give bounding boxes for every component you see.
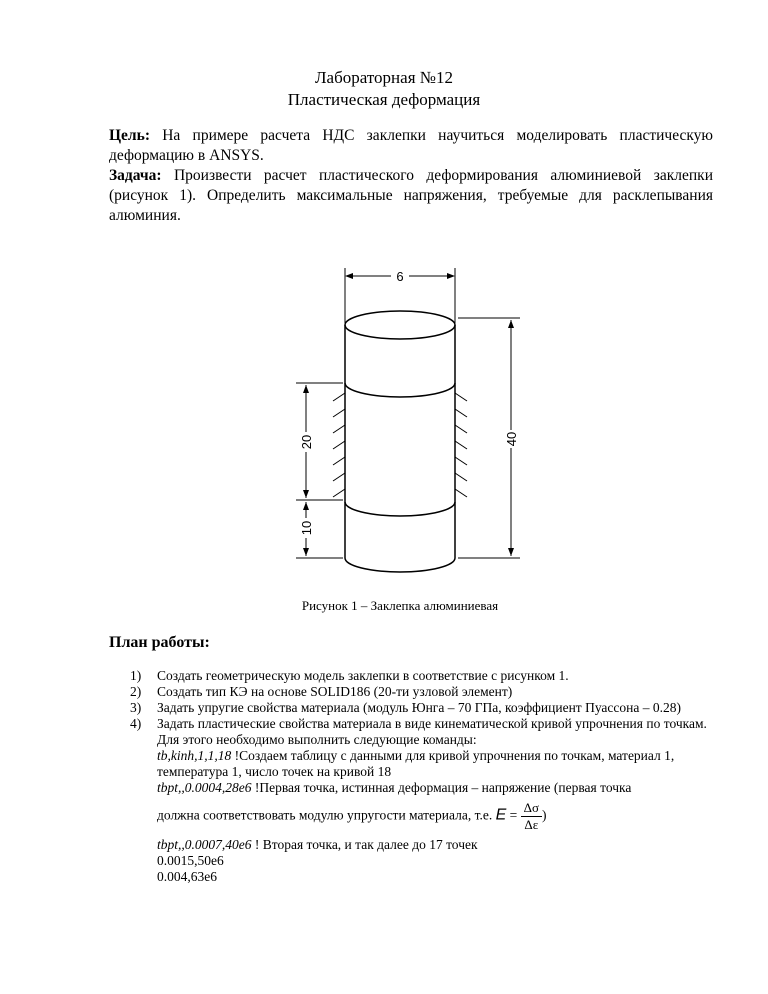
rivet-bottom-arc <box>345 558 455 572</box>
formula-fraction: $\frac{\Delta\sigma}{\Delta\varepsilon}$ <box>521 800 542 833</box>
list-item: 3) Задать упругие свойства материала (модуль Юнга – 70 ГПа, коэффициент Пуассона – 0.28) <box>130 700 681 715</box>
command-tbpt-2: tbpt,,0.0007,40e6 ! Вторая точка, и так далее до 17 точек <box>157 837 478 852</box>
plan-heading: План работы: <box>109 634 210 651</box>
list-item: 1) Создать геометрическую модель заклепки в соответствие с рисунком 1. <box>130 668 569 683</box>
goal-text: На примере расчета НДС заклепки научиться моделировать пластическую деформацию в ANSYS. <box>109 127 713 164</box>
support-hatching <box>333 393 467 497</box>
data-value-2: 0.004,63e6 <box>157 869 217 884</box>
list-item: 4) Задать пластические свойства материала в виде кинематической кривой упрочнения по точкам. <box>130 716 707 731</box>
rivet-top-ellipse <box>345 311 455 339</box>
goal-label: Цель: <box>109 127 150 144</box>
figure-caption: Рисунок 1 – Заклепка алюминиевая <box>301 598 499 613</box>
formula-line: должна соответствовать модулю упругости материала, т.е. E = $\frac{\Delta\sigma}{\Delta\varepsilon}$ ) <box>157 800 547 832</box>
command-tb: tb,kinh,1,1,18 !Создаем таблицу с данными для кривой упрочнения по точкам, материал 1, температура 1, число точек на кривой 18 <box>157 748 675 779</box>
dim-width-label: 6 <box>396 269 404 284</box>
task-label: Задача: <box>109 167 162 184</box>
rivet-band-lower <box>345 502 455 516</box>
title-line-2: Пластическая деформация <box>287 90 481 109</box>
dim-mid-label: 20 <box>299 434 314 450</box>
data-value-1: 0.0015,50e6 <box>157 853 224 868</box>
plan-list <box>130 668 720 885</box>
rivet-band-upper <box>345 383 455 397</box>
command-tbpt-1: tbpt,,0.0004,28e6 !Первая точка, истинная деформация – напряжение (первая точка <box>157 780 632 795</box>
task-text: Произвести расчет пластического деформирования алюминиевой заклепки (рисунок 1). Определить максимальные напряжения, требуемые для расклепывания алюминия. <box>109 167 713 224</box>
commands-intro: Для этого необходимо выполнить следующие команды: <box>157 732 477 747</box>
dim-low-label: 10 <box>299 520 314 536</box>
dim-height-label: 40 <box>504 431 519 447</box>
title-line-1: Лабораторная №12 <box>315 68 453 87</box>
list-item: 2) Создать тип КЭ на основе SOLID186 (20-ти узловой элемент) <box>130 684 513 699</box>
formula-lhs: E <box>495 806 507 824</box>
